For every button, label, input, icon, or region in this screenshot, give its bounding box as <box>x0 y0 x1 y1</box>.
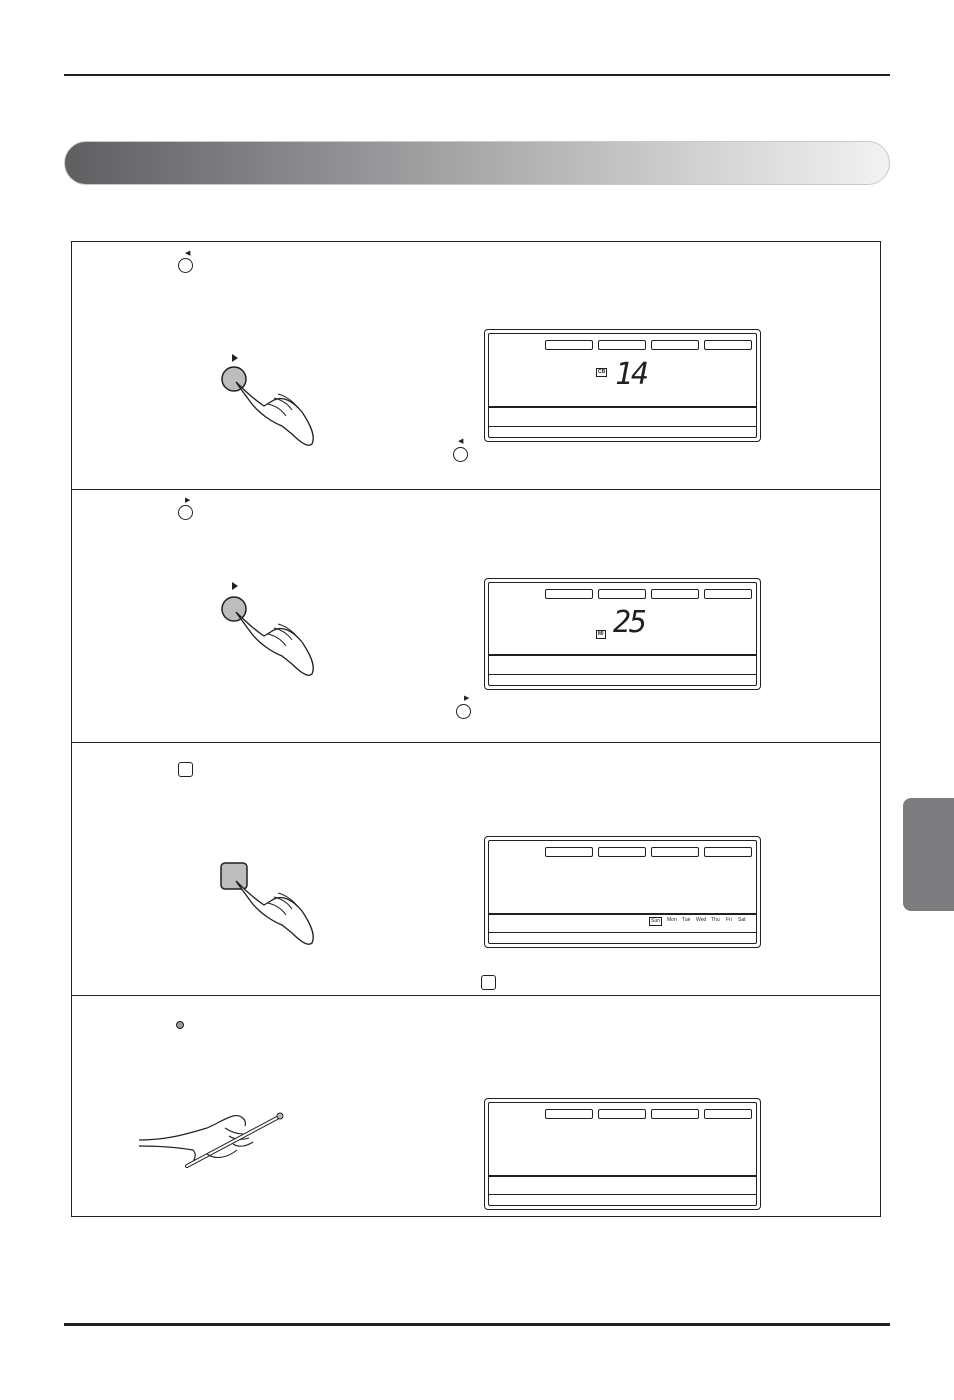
reset-pin-hole-icon <box>175 1020 185 1030</box>
lcd-day: Mon <box>667 917 677 923</box>
lcd-divider <box>489 654 756 656</box>
left-arrow-button-icon <box>178 258 193 273</box>
lcd-day-selected: Sun <box>651 918 660 924</box>
lcd-slot <box>651 847 699 857</box>
lcd-mode-tag: CB <box>598 369 606 375</box>
step-3 <box>72 743 880 996</box>
right-arrow-button-icon <box>178 505 193 520</box>
lcd-display-2 <box>484 578 761 690</box>
lcd-slot <box>704 847 752 857</box>
left-arrow-icon: ◀ <box>185 250 191 257</box>
lcd-day: Tue <box>682 917 691 923</box>
lcd-display-1 <box>484 329 761 442</box>
lcd-divider <box>489 913 756 915</box>
lcd-slot <box>545 340 593 350</box>
lcd-frame <box>488 333 757 438</box>
lcd-slot <box>651 340 699 350</box>
lcd-divider <box>489 426 756 427</box>
right-arrow-icon: ▶ <box>185 497 191 504</box>
lcd-slot <box>704 589 752 599</box>
lcd-day: Wed <box>696 917 707 923</box>
step-1 <box>72 242 880 490</box>
lcd-slot <box>651 589 699 599</box>
hand-pressing-right-button-icon <box>212 582 332 682</box>
lcd-frame <box>488 1102 757 1206</box>
hand-pressing-left-button-icon <box>212 352 332 452</box>
square-button-icon <box>178 762 193 777</box>
lcd-slot <box>704 340 752 350</box>
right-arrow-button-icon <box>456 704 471 719</box>
lcd-divider <box>489 674 756 675</box>
left-arrow-icon: ◀ <box>458 438 464 445</box>
lcd-divider <box>489 1194 756 1195</box>
lcd-mode-tag: MI <box>598 631 604 637</box>
lcd-slot <box>545 1109 593 1119</box>
lcd-divider <box>489 1175 756 1177</box>
bottom-rule <box>64 1323 890 1326</box>
lcd-day: Sat <box>738 917 746 923</box>
lcd-slot <box>598 589 646 599</box>
lcd-divider <box>489 406 756 408</box>
lcd-frame <box>488 840 757 944</box>
lcd-day: Fri <box>726 917 732 923</box>
lcd-slot <box>651 1109 699 1119</box>
left-arrow-button-icon <box>453 447 468 462</box>
step-4 <box>72 996 880 1216</box>
hand-pressing-square-button-icon <box>212 859 332 959</box>
lcd-slot <box>704 1109 752 1119</box>
top-rule <box>64 74 890 76</box>
lcd-slot <box>598 847 646 857</box>
lcd-weekdays <box>649 917 759 927</box>
lcd-frame <box>488 582 757 686</box>
lcd-slot <box>598 1109 646 1119</box>
lcd-slot <box>545 589 593 599</box>
section-banner <box>64 141 890 185</box>
side-section-tab <box>903 798 954 911</box>
hand-holding-pen-icon <box>137 1104 297 1174</box>
lcd-display-4 <box>484 1098 761 1210</box>
lcd-value: 14 <box>615 357 648 392</box>
lcd-slot <box>545 847 593 857</box>
lcd-day: Thu <box>711 917 720 923</box>
lcd-divider <box>489 932 756 933</box>
square-button-icon <box>481 975 496 990</box>
lcd-display-3 <box>484 836 761 948</box>
steps-table <box>71 241 881 1217</box>
lcd-slot <box>598 340 646 350</box>
right-arrow-icon: ▶ <box>464 695 470 702</box>
step-2 <box>72 490 880 743</box>
lcd-value: 25 <box>613 605 646 640</box>
